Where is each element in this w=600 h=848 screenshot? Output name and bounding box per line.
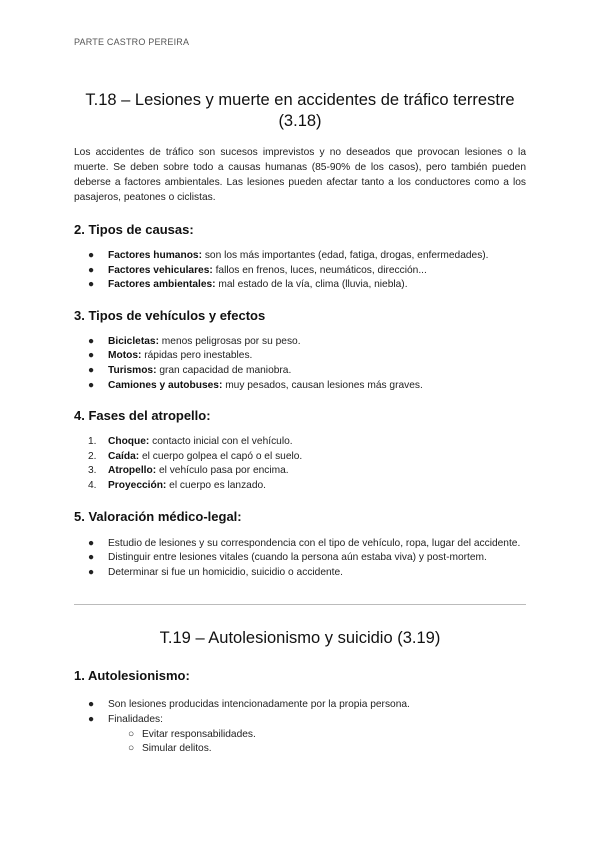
item-text: son los más importantes (edad, fatiga, drogas, enfermedades). [201,250,489,261]
item-text: menos peligrosas por su peso. [158,335,301,347]
section-divider [74,604,526,605]
section-title-t18 [74,90,526,132]
bullet-icon: ● [88,335,95,347]
list-item [74,713,526,728]
autolesionismo-list [74,698,526,756]
bullet-icon: ● [88,364,95,376]
bullet-icon: ● [88,379,95,391]
heading-autolesionismo: 1. Autolesionismo: [74,668,190,684]
heading-valoracion: 5. Valoración médico-legal: [74,508,242,524]
item-term: Proyección: [108,479,167,491]
item-text: el cuerpo es lanzado. [166,479,267,491]
list-item [74,249,526,264]
item-number: 1. [88,436,97,448]
item-number: 2. [88,450,97,462]
bullet-icon: ● [88,279,95,291]
heading-fases-atropello: 4. Fases del atropello: [74,408,211,424]
causas-list [74,249,526,293]
title-line-1: T.18 – Lesiones y muerte en accidentes de tráfico terrestre [85,91,515,109]
circle-bullet-icon: ○ [128,728,135,740]
item-text: Distinguir entre lesiones vitales (cuando la persona aún estaba viva) y post-mortem. [108,552,487,564]
item-text: fallos en frenos, luces, neumáticos, dirección... [212,264,427,276]
sub-list-item [74,728,526,743]
item-term: Factores humanos: [108,250,202,261]
item-text: Simular delitos. [142,743,212,755]
list-item [74,364,526,379]
item-term: Choque: [108,436,150,448]
list-item [74,698,526,713]
item-term: Factores vehiculares: [108,264,213,276]
item-term: Bicicletas: [108,335,159,347]
bullet-icon: ● [88,250,95,261]
item-text: Finalidades: [108,713,163,725]
item-number: 4. [88,479,97,491]
bullet-icon: ● [88,699,95,711]
item-text: el cuerpo golpea el capó o el suelo. [139,450,303,462]
item-text: muy pesados, causan lesiones más graves. [222,379,423,391]
item-term: Turismos: [108,364,157,376]
intro-paragraph: Los accidentes de tráfico son sucesos imprevistos y no deseados que provocan lesiones o la muerte. Se deben sobre todo a causas humanas (85-90% de los casos), pero también pueden deberse a factores ambientales. Las lesiones pueden afectar tanto a los conductores como a los pasajeros, peatones o ciclistas. [74,147,526,203]
document-body [74,90,526,757]
bullet-icon: ● [88,713,95,725]
bullet-icon: ● [88,552,95,564]
list-item [74,551,526,566]
bullet-icon: ● [88,350,95,362]
fases-list [74,435,526,493]
item-term: Caída: [108,450,140,462]
item-text: Estudio de lesiones y su correspondencia con el tipo de vehículo, ropa, lugar del accidente. [108,537,521,549]
bullet-icon: ● [88,264,95,276]
circle-bullet-icon: ○ [128,743,135,755]
list-item [74,537,526,552]
page-header: PARTE CASTRO PEREIRA [74,37,190,47]
list-item [74,349,526,364]
heading-tipos-causas: 2. Tipos de causas: [74,222,194,237]
item-text: el vehículo pasa por encima. [156,465,289,477]
item-term: Motos: [108,350,142,362]
list-item [74,264,526,279]
item-text: gran capacidad de maniobra. [156,364,292,376]
list-item [74,278,526,293]
heading-tipos-vehiculos: 3. Tipos de vehículos y efectos [74,307,266,323]
item-text: Determinar si fue un homicidio, suicidio o accidente. [108,566,343,578]
item-text: Son lesiones producidas intencionadamente por la propia persona. [108,699,410,711]
item-term: Camiones y autobuses: [108,379,223,391]
item-number: 3. [88,465,97,477]
list-item [74,435,526,450]
item-text: rápidas pero inestables. [141,350,253,362]
list-item [74,379,526,394]
bullet-icon: ● [88,566,95,578]
vehiculos-list [74,335,526,393]
section-title-t19: T.19 – Autolesionismo y suicidio (3.19) [159,629,441,648]
list-item [74,464,526,479]
list-item [74,335,526,350]
item-term: Factores ambientales: [108,279,216,291]
item-text: contacto inicial con el vehículo. [149,436,293,448]
valoracion-list [74,537,526,581]
item-text: Evitar responsabilidades. [142,728,256,740]
title-line-2: (3.18) [278,112,322,130]
item-text: mal estado de la vía, clima (lluvia, niebla). [215,279,408,291]
item-term: Atropello: [108,465,157,477]
list-item [74,566,526,581]
sub-list-item [74,742,526,757]
list-item [74,450,526,465]
bullet-icon: ● [88,537,95,549]
list-item [74,479,526,494]
